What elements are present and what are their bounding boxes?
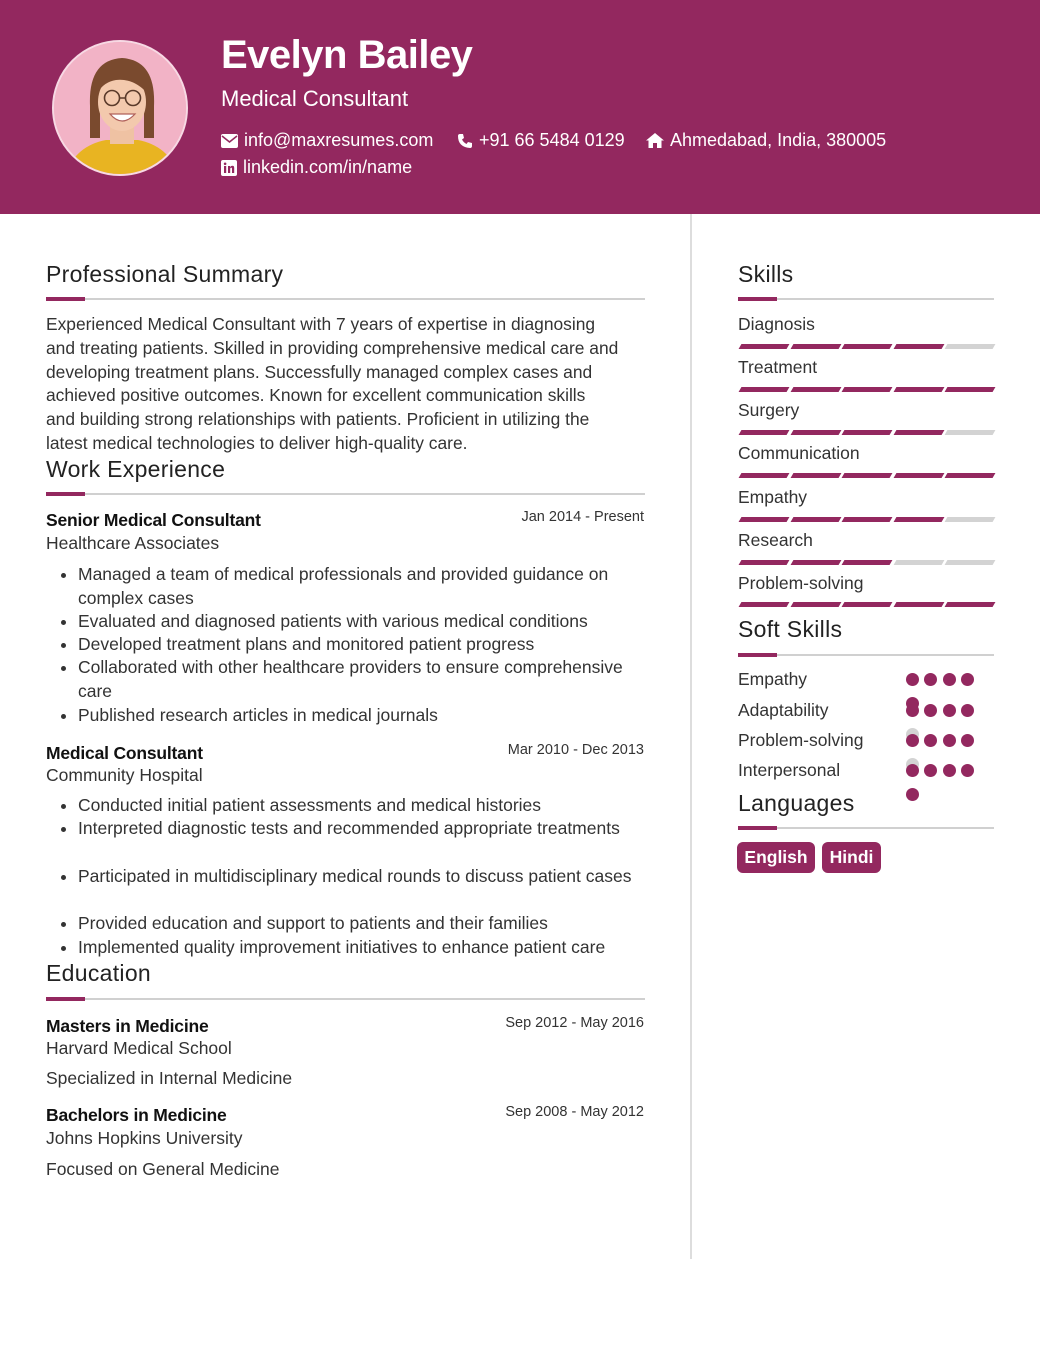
skill-segment [739,473,790,478]
soft-skill-dot [943,734,956,747]
candidate-name: Evelyn Bailey [221,33,473,77]
phone-text: +91 66 5484 0129 [479,130,625,150]
skill-segment [739,387,790,392]
summary-rule [46,298,645,300]
skills-heading: Skills [738,261,794,287]
skill-segment [739,517,790,522]
summary-text [46,313,646,456]
job-dates: Jan 2014 - Present [521,509,644,525]
skill-name: Empathy [738,487,808,507]
candidate-title: Medical Consultant [221,86,409,111]
skill-bar [738,560,994,565]
email-text: info@maxresumes.com [244,130,434,150]
contact-phone[interactable] [457,130,625,151]
education-heading: Education [46,960,151,986]
skill-segment [790,473,841,478]
skill-segment [739,344,790,349]
skill-name: Communication [738,443,860,463]
skill-segment [893,430,944,435]
job-bullet: Conducted initial patient assessments and medical histories [78,794,648,818]
summary-line: and building strong relationships with patients. Proficient in utilizing the [46,409,590,430]
envelope-icon [221,134,238,148]
skill-bar [738,602,994,607]
skill-segment [945,387,996,392]
job-bullet: Collaborated with other healthcare providers to ensure comprehensive care [78,656,648,703]
languages-rule [738,827,994,829]
job-bullet: Implemented quality improvement initiatives to enhance patient care [78,936,648,960]
skill-segment [790,560,841,565]
soft-skill-dot [943,764,956,777]
soft-skill-dot [906,788,919,801]
soft-skill-dot [961,673,974,686]
soft-skill-dot [906,764,919,777]
degree-note: Specialized in Internal Medicine [46,1068,293,1088]
skill-segment [945,517,996,522]
skill-name: Treatment [738,357,818,377]
summary-line: Experienced Medical Consultant with 7 years of expertise in diagnosing [46,314,596,334]
work-heading: Work Experience [46,456,226,482]
soft-skill-dot [924,764,937,777]
language-tag: English [737,842,815,873]
soft-skill-dot [924,704,937,717]
skill-segment [893,387,944,392]
skill-segment [893,602,944,607]
summary-heading: Professional Summary [46,261,284,287]
location-text: Ahmedabad, India, 380005 [670,130,887,150]
skill-segment [842,430,893,435]
soft-skill-dot [924,734,937,747]
skill-bar [738,344,994,349]
skill-segment [790,430,841,435]
job-company: Community Hospital [46,765,203,785]
job-dates: Mar 2010 - Dec 2013 [507,742,644,758]
soft-skill-dot [924,673,937,686]
skill-name: Problem-solving [738,573,864,593]
soft-skill-name: Adaptability [738,700,829,720]
soft-skill-name: Problem-solving [738,730,864,750]
job-bullet: Published research articles in medical journals [78,704,648,728]
soft-skill-dot [961,734,974,747]
soft-skills-rule [738,654,994,656]
profile-photo [52,40,188,176]
skill-segment [790,517,841,522]
degree-title: Bachelors in Medicine [46,1105,227,1125]
job-bullet: Managed a team of medical professionals and provided guidance on complex cases [78,563,648,610]
soft-skills-heading: Soft Skills [738,616,843,642]
soft-skill-dot [961,704,974,717]
degree-note: Focused on General Medicine [46,1159,280,1179]
job-title: Medical Consultant [46,743,203,763]
job-bullet: Interpreted diagnostic tests and recommended appropriate treatments [78,817,648,841]
degree-title: Masters in Medicine [46,1016,209,1036]
skill-bar [738,517,994,522]
job-company: Healthcare Associates [46,533,220,553]
school-name: Johns Hopkins University [46,1128,243,1148]
summary-line: latest medical technologies to deliver high-quality care. [46,432,468,453]
skill-segment [842,344,893,349]
soft-skill-dot [943,704,956,717]
skill-bar [738,430,994,435]
skill-segment [842,387,893,392]
skill-segment [945,602,996,607]
skill-segment [893,517,944,522]
skill-segment [842,517,893,522]
skill-segment [945,473,996,478]
skill-segment [893,560,944,565]
skill-name: Diagnosis [738,314,815,334]
skills-rule [738,298,994,300]
skill-segment [842,602,893,607]
job-bullet: Evaluated and diagnosed patients with various medical conditions [78,610,648,634]
column-divider [690,214,692,1259]
skill-segment [739,430,790,435]
skill-segment [945,560,996,565]
summary-line: achieved positive outcomes. Known for excellent communication skills [46,385,586,406]
summary-line: and treating patients. Skilled in providing comprehensive medical care and [46,337,619,358]
skill-segment [893,473,944,478]
skill-segment [945,430,996,435]
work-rule [46,493,645,495]
resume-header [0,0,1040,214]
skill-segment [945,344,996,349]
languages-heading: Languages [738,790,855,816]
contact-email[interactable] [221,130,433,151]
skill-segment [790,602,841,607]
summary-line: developing treatment plans. Successfully managed complex cases and [46,361,593,382]
skill-segment [790,344,841,349]
degree-dates: Sep 2008 - May 2012 [505,1104,644,1120]
soft-skill-dot [906,673,919,686]
soft-skill-name: Interpersonal [738,760,841,780]
job-bullet: Provided education and support to patients and their families [78,912,648,936]
skill-segment [739,602,790,607]
language-tag: Hindi [822,842,881,873]
degree-dates: Sep 2012 - May 2016 [505,1015,644,1031]
skill-segment [893,344,944,349]
home-icon [646,133,664,148]
job-title: Senior Medical Consultant [46,510,261,530]
skill-segment [842,560,893,565]
skill-bar [738,473,994,478]
skill-name: Research [738,530,813,550]
phone-icon [457,133,473,149]
skill-bar [738,387,994,392]
soft-skill-dot [906,704,919,717]
education-rule [46,998,645,1000]
skill-segment [739,560,790,565]
linkedin-icon [221,160,237,176]
soft-skill-dot [943,673,956,686]
job-bullet: Developed treatment plans and monitored patient progress [78,633,648,657]
contact-linkedin[interactable] [221,157,412,178]
skill-name: Surgery [738,400,800,420]
soft-skill-dot [961,764,974,777]
job-bullet: Participated in multidisciplinary medical rounds to discuss patient cases [78,865,648,889]
soft-skill-dot [906,734,919,747]
contact-location [646,130,886,151]
linkedin-text: linkedin.com/in/name [243,157,413,177]
soft-skill-name: Empathy [738,669,808,689]
skill-segment [842,473,893,478]
school-name: Harvard Medical School [46,1038,232,1058]
skill-segment [790,387,841,392]
